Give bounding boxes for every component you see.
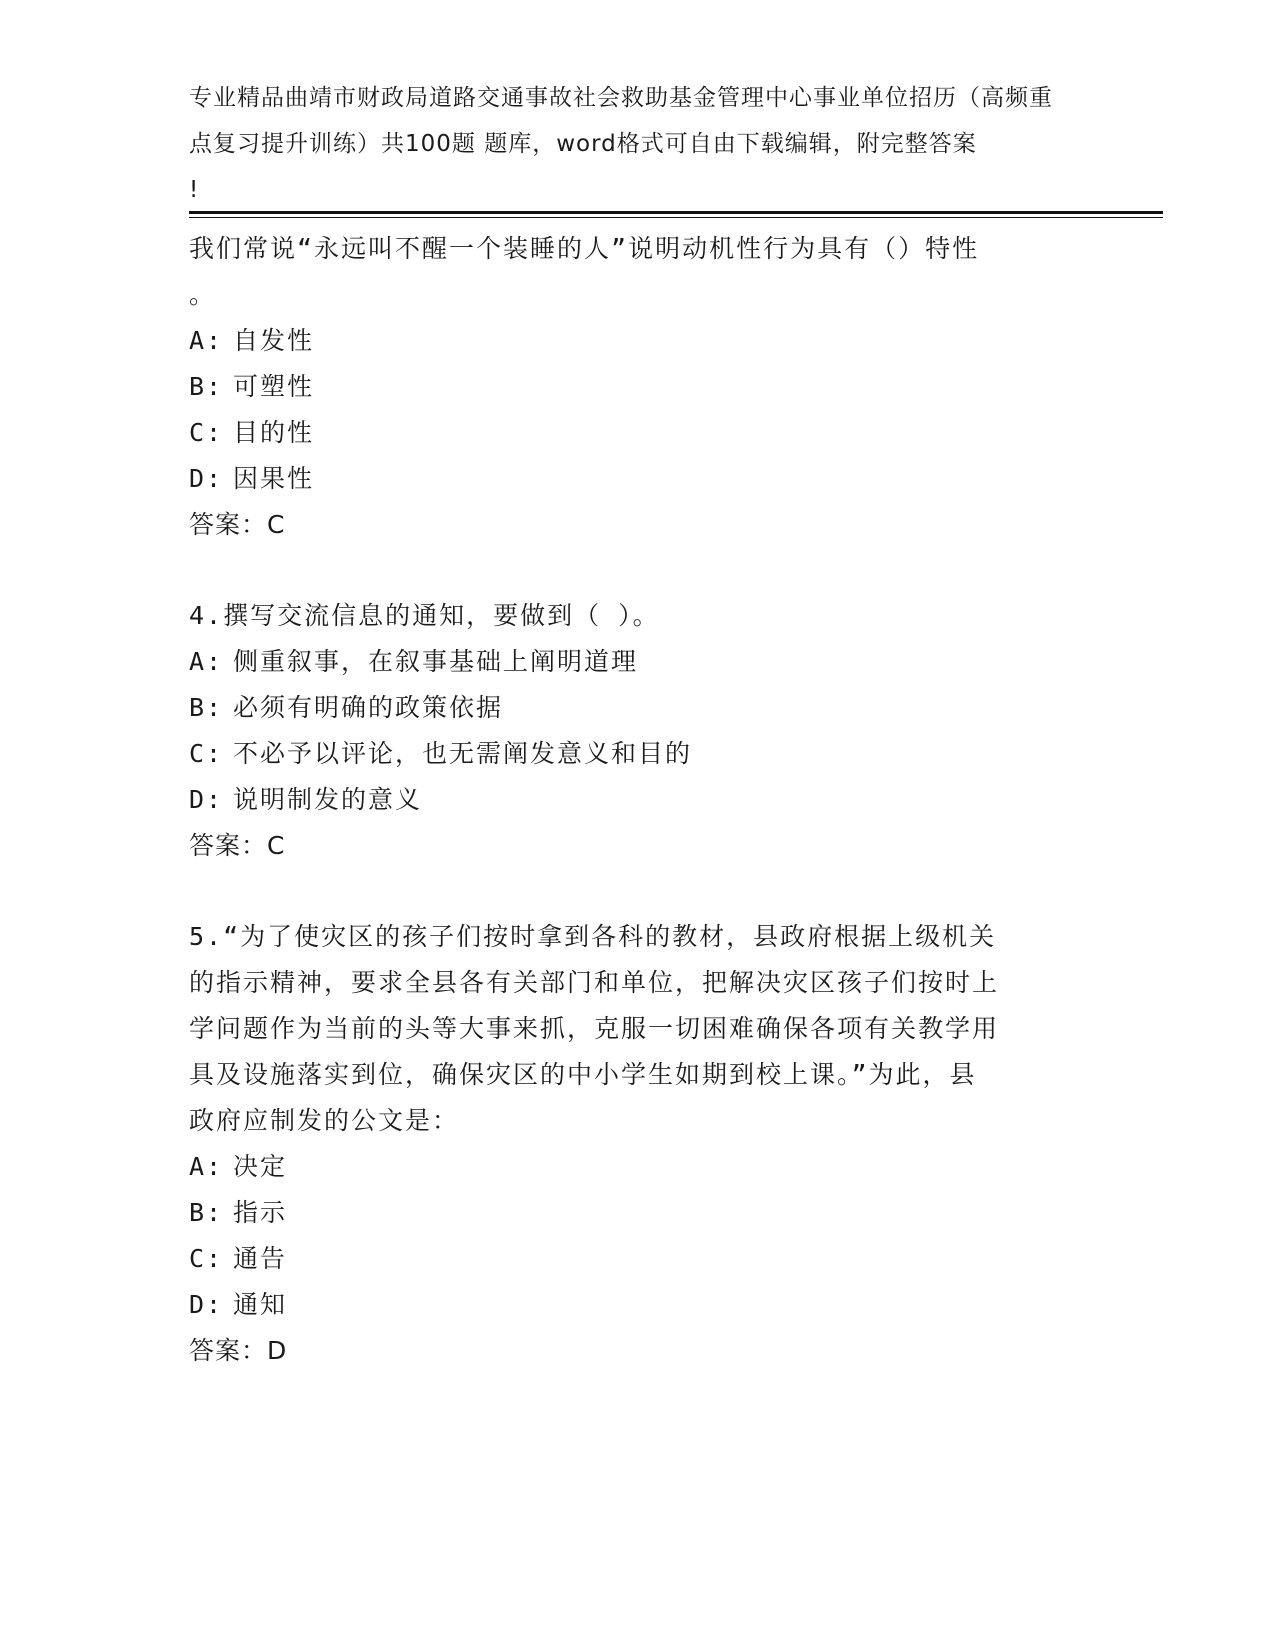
header-line-3: !	[189, 177, 200, 203]
question-list	[189, 226, 1089, 1374]
option-d	[189, 777, 1089, 823]
header-divider-thick	[189, 211, 1163, 214]
question-stem-line: 政府应制发的公文是：	[189, 1106, 460, 1135]
option-label: B:	[189, 372, 224, 401]
option-label: C:	[189, 418, 224, 447]
option-a	[189, 1144, 1089, 1190]
question-stem-line: 4.撰写交流信息的通知，要做到（ ）。	[189, 601, 660, 630]
option-label: B:	[189, 693, 224, 722]
question-spacer	[189, 869, 1089, 914]
option-label: B:	[189, 1198, 224, 1227]
question-stem-line: 的指示精神，要求全县各有关部门和单位，把解决灾区孩子们按时上	[189, 968, 1000, 997]
option-label: A:	[189, 1152, 224, 1181]
option-text: 目的性	[233, 418, 315, 447]
option-label: C:	[189, 739, 224, 768]
option-text: 自发性	[233, 326, 315, 355]
question-stem-line: 。	[189, 280, 217, 309]
question-stem-line: 具及设施落实到位，确保灾区的中小学生如期到校上课。”为此，县	[189, 1060, 977, 1089]
option-d	[189, 1282, 1089, 1328]
option-b	[189, 364, 1089, 410]
option-c	[189, 410, 1089, 456]
option-label: D:	[189, 1290, 224, 1319]
option-text: 通告	[233, 1244, 288, 1273]
option-label: C:	[189, 1244, 224, 1273]
option-d	[189, 456, 1089, 502]
option-text: 通知	[233, 1290, 288, 1319]
option-label: A:	[189, 647, 224, 676]
option-label: A:	[189, 326, 224, 355]
header-line-1: 专业精品曲靖市财政局道路交通事故社会救助基金管理中心事业单位招历（高频重	[189, 85, 1053, 111]
option-text: 不必予以评论，也无需阐发意义和目的	[233, 739, 693, 768]
question-block	[189, 914, 1089, 1374]
question-stem-line: 5.“为了使灾区的孩子们按时拿到各科的教材，县政府根据上级机关	[189, 922, 997, 951]
header-line-2: 点复习提升训练）共100题 题库，word格式可自由下载编辑，附完整答案	[189, 131, 977, 157]
question-block	[189, 593, 1089, 869]
option-b	[189, 685, 1089, 731]
option-text: 可塑性	[233, 372, 315, 401]
option-text: 决定	[233, 1152, 288, 1181]
option-b	[189, 1190, 1089, 1236]
option-text: 侧重叙事，在叙事基础上阐明道理	[233, 647, 639, 676]
answer-line: 答案：C	[189, 831, 286, 860]
option-label: D:	[189, 464, 224, 493]
option-text: 必须有明确的政策依据	[233, 693, 504, 722]
option-c	[189, 1236, 1089, 1282]
option-text: 指示	[233, 1198, 288, 1227]
option-label: D:	[189, 785, 224, 814]
option-c	[189, 731, 1089, 777]
question-block	[189, 226, 1089, 548]
question-stem-line: 我们常说“永远叫不醒一个装睡的人”说明动机性行为具有（）特性	[189, 234, 980, 263]
option-a	[189, 318, 1089, 364]
option-text: 说明制发的意义	[233, 785, 423, 814]
question-spacer	[189, 548, 1089, 593]
header-divider-thin	[189, 217, 1163, 218]
answer-line: 答案：D	[189, 1336, 288, 1365]
answer-line: 答案：C	[189, 510, 286, 539]
question-stem-line: 学问题作为当前的头等大事来抓，克服一切困难确保各项有关教学用	[189, 1014, 1000, 1043]
option-a	[189, 639, 1089, 685]
option-text: 因果性	[233, 464, 315, 493]
document-header	[189, 75, 1089, 213]
